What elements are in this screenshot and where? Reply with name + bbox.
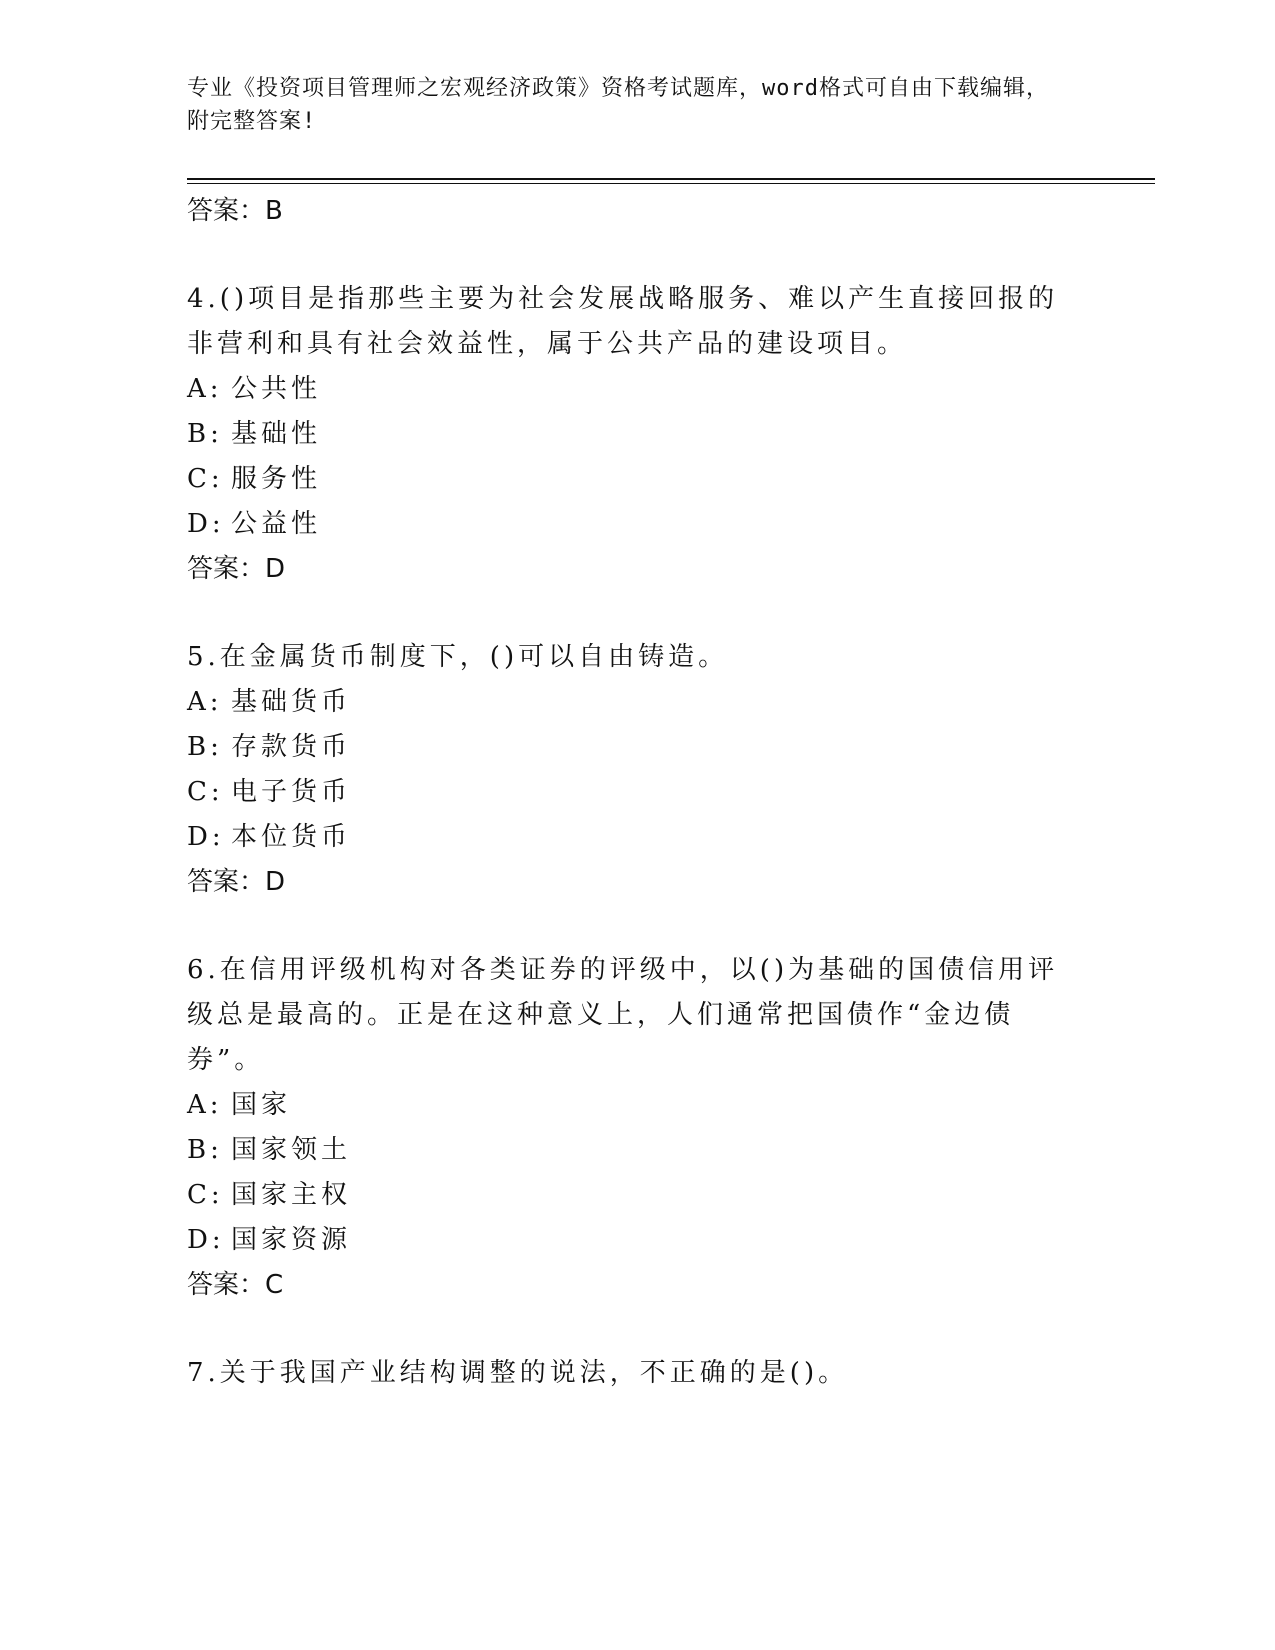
- question-stem: 7.关于我国产业结构调整的说法，不正确的是()。: [187, 1358, 849, 1388]
- question-block: [187, 635, 1087, 948]
- option-letter: C:: [187, 1180, 224, 1210]
- question-block: [187, 277, 1087, 635]
- option-letter: D:: [187, 509, 225, 539]
- option-text: 基础货币: [231, 687, 352, 717]
- option-row: [187, 725, 1087, 770]
- option-text: 本位货币: [231, 822, 352, 852]
- question-block: [187, 1351, 1087, 1396]
- answer-line: 答案：B: [187, 196, 283, 226]
- option-letter: B:: [187, 1135, 223, 1165]
- option-letter: A:: [187, 374, 223, 404]
- document-intro: 专业《投资项目管理师之宏观经济政策》资格考试题库，word格式可自由下载编辑，附完整答案!: [187, 76, 1049, 134]
- answer-line: 答案：D: [187, 554, 286, 584]
- option-text: 国家资源: [231, 1225, 352, 1255]
- answer-line: 答案：C: [187, 1270, 284, 1300]
- option-letter: D:: [187, 1225, 225, 1255]
- option-row: [187, 457, 1087, 502]
- option-row: [187, 815, 1087, 860]
- option-letter: D:: [187, 822, 225, 852]
- option-text: 电子货币: [231, 777, 352, 807]
- option-row: [187, 1173, 1087, 1218]
- spacer: [187, 904, 1087, 948]
- option-text: 国家领土: [231, 1135, 352, 1165]
- spacer: [187, 233, 1087, 277]
- option-text: 国家: [231, 1090, 292, 1120]
- option-letter: C:: [187, 777, 224, 807]
- option-letter: A:: [187, 1090, 223, 1120]
- option-row: [187, 502, 1087, 547]
- option-letter: A:: [187, 687, 223, 717]
- option-letter: B:: [187, 732, 223, 762]
- header-rule-thin: [187, 183, 1155, 184]
- spacer: [187, 1307, 1087, 1351]
- option-text: 基础性: [231, 419, 322, 449]
- question-list: [187, 189, 1087, 1396]
- question-stem: 4.()项目是指那些主要为社会发展战略服务、难以产生直接回报的非营利和具有社会效益性，属于公共产品的建设项目。: [187, 284, 1059, 359]
- option-text: 公益性: [231, 509, 322, 539]
- question-block: [187, 948, 1087, 1351]
- option-row: [187, 1083, 1087, 1128]
- option-letter: B:: [187, 419, 223, 449]
- option-row: [187, 680, 1087, 725]
- spacer: [187, 591, 1087, 635]
- header-rule: [187, 178, 1155, 180]
- option-letter: C:: [187, 464, 224, 494]
- option-text: 存款货币: [231, 732, 352, 762]
- option-text: 公共性: [231, 374, 322, 404]
- option-row: [187, 770, 1087, 815]
- option-row: [187, 1218, 1087, 1263]
- option-row: [187, 412, 1087, 457]
- answer-line: 答案：D: [187, 867, 286, 897]
- question-stem: 5.在金属货币制度下，()可以自由铸造。: [187, 642, 729, 672]
- option-text: 国家主权: [231, 1180, 352, 1210]
- option-row: [187, 367, 1087, 412]
- option-row: [187, 1128, 1087, 1173]
- option-text: 服务性: [231, 464, 322, 494]
- question-stem: 6.在信用评级机构对各类证券的评级中，以()为基础的国债信用评级总是最高的。正是在这种意义上，人们通常把国债作“金边债券”。: [187, 955, 1059, 1075]
